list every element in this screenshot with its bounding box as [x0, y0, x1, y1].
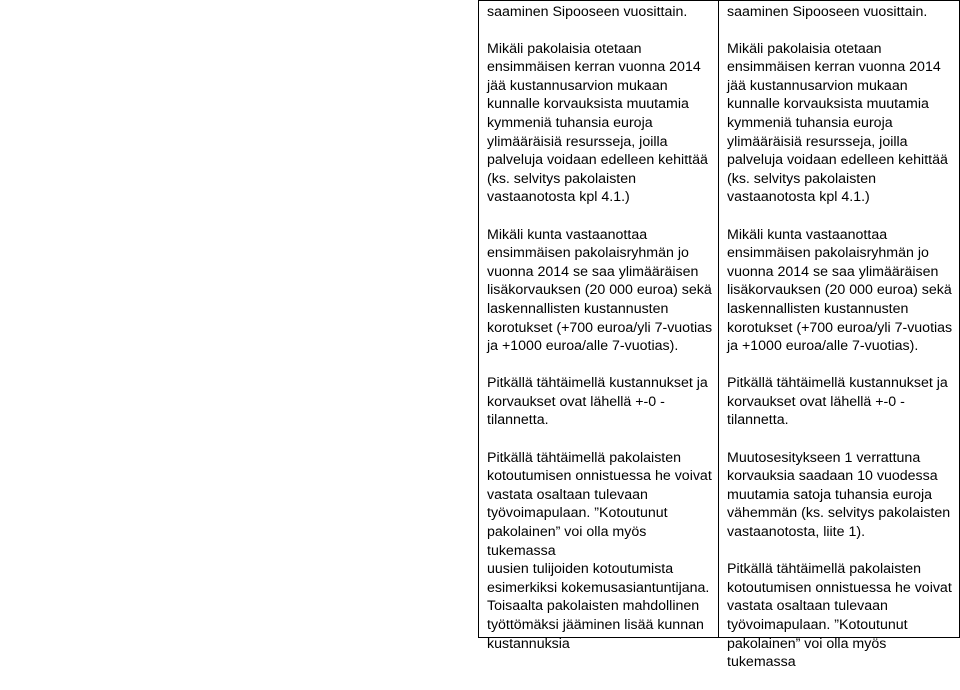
left-paragraph-2: Mikäli pakolaisia otetaan ensimmäisen kerran vuonna 2014 jää kustannusarvion mukaan kunnalle korvauksista muutamia kymmeniä tuhansia euroja ylimääräisiä resursseja, joilla palveluja voidaan edelleen kehittää (ks. selvitys pakolaisten vastaanotosta kpl 4.1.) — [487, 40, 708, 206]
right-column-cell — [727, 3, 957, 690]
right-paragraph-1: saaminen Sipooseen vuosittain. — [727, 4, 928, 20]
table-border-left — [478, 0, 479, 638]
left-paragraph-4: Pitkällä tähtäimellä kustannukset ja korvaukset ovat lähellä +-0 - tilannetta. — [487, 375, 708, 429]
left-paragraph-5: Pitkällä tähtäimellä pakolaisten kotoutumisen onnistuessa he voivat vastata osaltaan tulevaan työvoimapulaan. ”Kotoutunut pakolainen” voi olla myös tukemassa uusien tulijoiden kotoutumista esimerkiksi kokemusasiantuntijana. Toisaalta pakolaisten mahdollinen työttömäksi jääminen lisää kunnan kustannuksia — [487, 449, 712, 652]
right-paragraph-6: Pitkällä tähtäimellä pakolaisten kotoutumisen onnistuessa he voivat vastata osaltaan tulevaan työvoimapulaan. ”Kotoutunut pakolainen” voi olla myös tukemassa — [727, 561, 952, 671]
right-paragraph-4: Pitkällä tähtäimellä kustannukset ja korvaukset ovat lähellä +-0 - tilannetta. — [727, 375, 948, 429]
right-paragraph-5: Muutosesitykseen 1 verrattuna korvauksia saadaan 10 vuodessa muutamia satoja tuhansia euroja vähemmän (ks. selvitys pakolaisten vastaanotosta, liite 1). — [727, 449, 951, 541]
table-column-divider — [718, 0, 719, 638]
right-paragraph-3: Mikäli kunta vastaanottaa ensimmäisen pakolaisryhmän jo vuonna 2014 se saa ylimääräisen lisäkorvauksen (20 000 euroa) sekä laskennallisten kustannusten korotukset (+700 euroa/yli 7-vuotias ja +1000 euroa/alle 7-vuotias). — [727, 226, 953, 355]
left-paragraph-1: saaminen Sipooseen vuosittain. — [487, 4, 688, 20]
right-paragraph-2: Mikäli pakolaisia otetaan ensimmäisen kerran vuonna 2014 jää kustannusarvion mukaan kunnalle korvauksista muutamia kymmeniä tuhansia euroja ylimääräisiä resursseja, joilla palveluja voidaan edelleen kehittää (ks. selvitys pakolaisten vastaanotosta kpl 4.1.) — [727, 40, 948, 206]
left-column-cell — [487, 3, 715, 672]
table-border-top — [478, 0, 960, 1]
left-paragraph-3: Mikäli kunta vastaanottaa ensimmäisen pakolaisryhmän jo vuonna 2014 se saa ylimääräisen lisäkorvauksen (20 000 euroa) sekä laskennallisten kustannusten korotukset (+700 euroa/yli 7-vuotias ja +1000 euroa/alle 7-vuotias). — [487, 226, 713, 355]
